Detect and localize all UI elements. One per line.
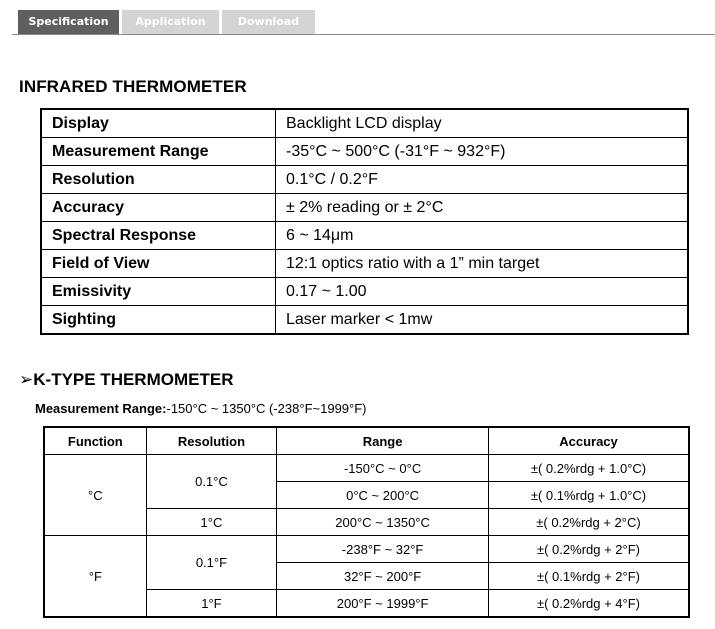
accuracy-cell: ±( 0.2%rdg + 4°F) (488, 590, 689, 618)
spec-value: 6 ~ 14μm (276, 222, 689, 250)
resolution-cell: 0.1°C (146, 455, 277, 509)
range-cell: 0°C ~ 200°C (277, 482, 489, 509)
range-cell: -150°C ~ 0°C (277, 455, 489, 482)
function-cell: °C (44, 455, 146, 536)
ktype-section-title (19, 370, 233, 390)
table-row (41, 250, 688, 278)
range-cell: -238°F ~ 32°F (277, 536, 489, 563)
spec-key: Measurement Range (41, 138, 276, 166)
table-row (41, 166, 688, 194)
measurement-range-line (35, 401, 367, 416)
table-row (41, 109, 688, 138)
spec-value: 0.1°C / 0.2°F (276, 166, 689, 194)
table-row (41, 278, 688, 306)
accuracy-cell: ±( 0.1%rdg + 2°F) (488, 563, 689, 590)
table-row (41, 194, 688, 222)
ir-spec-table (40, 108, 689, 335)
spec-key: Accuracy (41, 194, 276, 222)
range-cell: 200°F ~ 1999°F (277, 590, 489, 618)
header-accuracy: Accuracy (488, 427, 689, 455)
table-row (44, 536, 689, 563)
spec-value: 0.17 ~ 1.00 (276, 278, 689, 306)
table-row (41, 138, 688, 166)
accuracy-cell: ±( 0.2%rdg + 2°F) (488, 536, 689, 563)
spec-key: Spectral Response (41, 222, 276, 250)
spec-key: Display (41, 109, 276, 138)
accuracy-cell: ±( 0.1%rdg + 1.0°C) (488, 482, 689, 509)
spec-key: Field of View (41, 250, 276, 278)
spec-key: Resolution (41, 166, 276, 194)
spec-value: -35°C ~ 500°C (-31°F ~ 932°F) (276, 138, 689, 166)
header-function: Function (44, 427, 146, 455)
tab-divider (12, 34, 715, 35)
spec-value: Laser marker < 1mw (276, 306, 689, 335)
table-row (41, 222, 688, 250)
header-resolution: Resolution (146, 427, 277, 455)
ktype-spec-table (43, 426, 690, 618)
header-range: Range (277, 427, 489, 455)
accuracy-cell: ±( 0.2%rdg + 1.0°C) (488, 455, 689, 482)
ktype-title-text: K-TYPE THERMOMETER (33, 370, 234, 389)
spec-key: Sighting (41, 306, 276, 335)
arrow-bullet-icon: ➢ (19, 370, 34, 389)
tab-download[interactable]: Download (222, 10, 315, 34)
spec-value: ± 2% reading or ± 2°C (276, 194, 689, 222)
measurement-range-label: Measurement Range: (35, 401, 167, 416)
resolution-cell: 0.1°F (146, 536, 277, 590)
accuracy-cell: ±( 0.2%rdg + 2°C) (488, 509, 689, 536)
table-row (44, 455, 689, 482)
tab-specification[interactable]: Specification (18, 10, 119, 34)
spec-value: Backlight LCD display (276, 109, 689, 138)
ktype-header-row (44, 427, 689, 455)
ir-section-title: INFRARED THERMOMETER (19, 77, 247, 96)
range-cell: 200°C ~ 1350°C (277, 509, 489, 536)
function-cell: °F (44, 536, 146, 618)
spec-key: Emissivity (41, 278, 276, 306)
resolution-cell: 1°F (146, 590, 277, 618)
resolution-cell: 1°C (146, 509, 277, 536)
tab-application[interactable]: Application (122, 10, 219, 34)
table-row (41, 306, 688, 335)
spec-value: 12:1 optics ratio with a 1” min target (276, 250, 689, 278)
range-cell: 32°F ~ 200°F (277, 563, 489, 590)
measurement-range-value: -150°C ~ 1350°C (-238°F~1999°F) (166, 401, 367, 416)
